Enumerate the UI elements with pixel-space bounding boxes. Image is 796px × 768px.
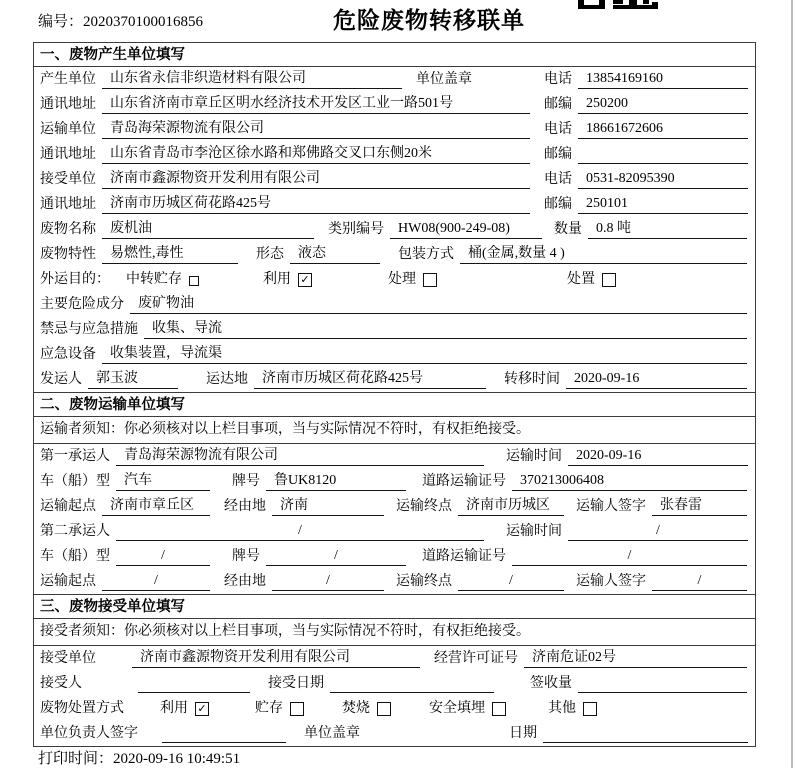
row-accept-unit bbox=[34, 646, 755, 671]
plate-1-value: 鲁UK8120 bbox=[266, 472, 406, 491]
transport-time-2-value: / bbox=[568, 522, 748, 541]
section-transporter bbox=[34, 392, 755, 594]
sign-date-value bbox=[543, 725, 748, 743]
disposal-burn-label: 焚烧 bbox=[342, 701, 370, 716]
transporter-zip-field bbox=[544, 146, 749, 164]
transport-time-1-label: 运输时间 bbox=[506, 449, 562, 464]
row-waste-name bbox=[34, 217, 755, 242]
sign-date-label: 日期 bbox=[509, 726, 537, 741]
carrier-sign-2-value: / bbox=[652, 572, 747, 591]
hazard-component-label: 主要危险成分 bbox=[40, 297, 124, 312]
producer-address-value: 山东省济南市章丘区明水经济技术开发区工业一路501号 bbox=[102, 95, 530, 114]
head-signature-label: 单位负责人签字 bbox=[40, 726, 138, 741]
row-vehicle-2 bbox=[34, 544, 755, 569]
emergency-equipment-label: 应急设备 bbox=[40, 347, 96, 362]
receiver-address-value: 济南市历城区荷花路425号 bbox=[102, 195, 530, 214]
manifest-form bbox=[33, 42, 756, 747]
checkbox-disposal-store bbox=[290, 702, 304, 716]
road-license-2-label: 道路运输证号 bbox=[422, 549, 506, 564]
transporter-phone-label: 电话 bbox=[544, 122, 572, 137]
taboo-measures-label: 禁忌与应急措施 bbox=[40, 322, 138, 337]
row-producer-unit bbox=[34, 67, 755, 92]
producer-phone-value: 13854169160 bbox=[578, 70, 748, 89]
section-transporter-title: 二、废物运输单位填写 bbox=[34, 393, 755, 417]
transporter-unit-label: 运输单位 bbox=[40, 122, 96, 137]
receiver-unit-label: 接受单位 bbox=[40, 172, 96, 187]
section-receiver bbox=[34, 594, 755, 746]
transport-time-2-label: 运输时间 bbox=[506, 524, 562, 539]
accept-date-sign-field bbox=[509, 725, 749, 743]
route-end-2-label: 运输终点 bbox=[396, 574, 452, 589]
emergency-equipment-value: 收集装置，导流渠 bbox=[102, 345, 747, 364]
row-transporter-address bbox=[34, 142, 755, 167]
receiver-notice: 接受者须知：你必须核对以上栏目事项，当与实际情况不符时，有权拒绝接受。 bbox=[34, 619, 755, 646]
shipper-value: 郭玉波 bbox=[88, 370, 178, 389]
checkbox-disposal-utilize: ✓ bbox=[195, 702, 209, 716]
receiver-phone-value: 0531-82095390 bbox=[578, 170, 748, 189]
row-shipper bbox=[34, 367, 755, 392]
doc-number-label: 编号： bbox=[38, 14, 84, 30]
treat-label: 处理 bbox=[388, 272, 416, 287]
producer-phone-field bbox=[544, 70, 749, 89]
disposal-method-label: 废物处置方式 bbox=[40, 701, 124, 716]
producer-address-label: 通讯地址 bbox=[40, 97, 96, 112]
row-second-carrier bbox=[34, 519, 755, 544]
row-transfer-purpose bbox=[34, 267, 755, 292]
checkbox-transit-storage bbox=[189, 276, 199, 286]
transfer-time-label: 转移时间 bbox=[504, 372, 560, 387]
row-route-1 bbox=[34, 494, 755, 519]
transporter-address-label: 通讯地址 bbox=[40, 147, 96, 162]
category-code-label: 类别编号 bbox=[328, 222, 384, 237]
road-license-1-label: 道路运输证号 bbox=[422, 474, 506, 489]
row-disposal-method bbox=[34, 696, 755, 721]
row-route-2 bbox=[34, 569, 755, 594]
utilize-label: 利用 bbox=[263, 272, 291, 287]
print-time-value: 2020-09-16 10:49:51 bbox=[113, 751, 241, 767]
permit-number-label: 经营许可证号 bbox=[434, 651, 518, 666]
accept-unit-label: 接受单位 bbox=[40, 651, 96, 666]
packing-label: 包装方式 bbox=[398, 247, 454, 262]
row-producer-address bbox=[34, 92, 755, 117]
carrier-sign-1-value: 张春雷 bbox=[652, 497, 747, 516]
accept-unit-value: 济南市鑫源物资开发利用有限公司 bbox=[132, 649, 420, 668]
qr-code-fragment bbox=[578, 0, 660, 9]
plate-2-value: / bbox=[266, 547, 406, 566]
checkbox-dispose bbox=[602, 273, 616, 287]
route-via-2-value: / bbox=[272, 572, 384, 591]
route-end-1-label: 运输终点 bbox=[396, 499, 452, 514]
physical-form-value: 液态 bbox=[290, 245, 380, 264]
checkbox-treat bbox=[423, 273, 437, 287]
quantity-label: 数量 bbox=[554, 222, 582, 237]
transporter-phone-value: 18661672606 bbox=[578, 120, 748, 139]
row-transporter-unit bbox=[34, 117, 755, 142]
waste-name-value: 废机油 bbox=[102, 220, 314, 239]
checkbox-disposal-other bbox=[583, 702, 597, 716]
disposal-landfill-label: 安全填埋 bbox=[429, 701, 485, 716]
dispose-label: 处置 bbox=[567, 272, 595, 287]
route-start-2-label: 运输起点 bbox=[40, 574, 96, 589]
packing-value: 桶(金属,数量 4 ) bbox=[460, 245, 747, 264]
taboo-measures-value: 收集、导流 bbox=[144, 320, 747, 339]
transport-time-1-field bbox=[506, 447, 749, 466]
physical-form-label: 形态 bbox=[256, 247, 284, 262]
vehicle-type-1-value: 汽车 bbox=[116, 472, 210, 491]
destination-value: 济南市历城区荷花路425号 bbox=[254, 370, 486, 389]
transport-time-1-value: 2020-09-16 bbox=[568, 447, 748, 466]
vehicle-type-1-label: 车（船）型 bbox=[40, 474, 110, 489]
transport-time-2-field bbox=[506, 522, 749, 541]
page-title: 危险废物转移联单 bbox=[333, 7, 525, 33]
page-edge-line bbox=[791, 0, 793, 768]
checkbox-utilize: ✓ bbox=[298, 273, 312, 287]
transporter-phone-field bbox=[544, 120, 749, 139]
received-qty-value bbox=[578, 675, 747, 693]
first-carrier-value: 青岛海荣源物流有限公司 bbox=[116, 447, 484, 466]
producer-phone-label: 电话 bbox=[544, 72, 572, 87]
head-signature-value bbox=[162, 725, 286, 743]
quantity-value: 0.8 吨 bbox=[588, 220, 747, 239]
print-time bbox=[38, 747, 240, 768]
transporter-unit-value: 青岛海荣源物流有限公司 bbox=[102, 120, 530, 139]
permit-number-value: 济南危证02号 bbox=[524, 649, 747, 668]
producer-zip-field bbox=[544, 95, 749, 114]
row-receiver-address bbox=[34, 192, 755, 217]
road-license-1-value: 370213006408 bbox=[512, 472, 747, 491]
disposal-other-label: 其他 bbox=[548, 701, 576, 716]
row-emergency-equipment bbox=[34, 342, 755, 367]
waste-character-label: 废物特性 bbox=[40, 247, 96, 262]
route-start-1-value: 济南市章丘区 bbox=[102, 497, 210, 516]
vehicle-type-2-value: / bbox=[116, 547, 210, 566]
second-carrier-label: 第二承运人 bbox=[40, 524, 110, 539]
row-taboo-measures bbox=[34, 317, 755, 342]
transfer-time-value: 2020-09-16 bbox=[566, 370, 747, 389]
row-first-carrier bbox=[34, 444, 755, 469]
carrier-sign-2-label: 运输人签字 bbox=[576, 574, 646, 589]
route-via-2-label: 经由地 bbox=[224, 574, 266, 589]
acceptor-label: 接受人 bbox=[40, 676, 82, 691]
checkbox-disposal-landfill bbox=[492, 702, 506, 716]
disposal-store-label: 贮存 bbox=[255, 701, 283, 716]
transfer-purpose-label: 外运目的： bbox=[40, 272, 110, 287]
transit-storage-label: 中转贮存 bbox=[126, 272, 182, 287]
destination-label: 运达地 bbox=[206, 372, 248, 387]
route-start-1-label: 运输起点 bbox=[40, 499, 96, 514]
accept-date-value bbox=[330, 675, 494, 693]
waste-character-value: 易燃性,毒性 bbox=[102, 245, 238, 264]
acceptor-value bbox=[138, 675, 250, 693]
receiver-zip-value: 250101 bbox=[578, 195, 748, 214]
receiver-phone-label: 电话 bbox=[544, 172, 572, 187]
carrier-sign-1-label: 运输人签字 bbox=[576, 499, 646, 514]
route-start-2-value: / bbox=[102, 572, 210, 591]
category-code-value: HW08(900-249-08) bbox=[390, 220, 542, 239]
row-receiver-unit bbox=[34, 167, 755, 192]
receiver-address-label: 通讯地址 bbox=[40, 197, 96, 212]
route-end-2-value: / bbox=[458, 572, 564, 591]
route-via-1-value: 济南 bbox=[272, 497, 384, 516]
section-receiver-title: 三、废物接受单位填写 bbox=[34, 595, 755, 619]
checkbox-disposal-burn bbox=[377, 702, 391, 716]
road-license-2-value: / bbox=[512, 547, 747, 566]
receiver-unit-value: 济南市鑫源物资开发利用有限公司 bbox=[102, 170, 530, 189]
doc-number bbox=[38, 10, 203, 31]
row-acceptor bbox=[34, 671, 755, 696]
section-producer bbox=[34, 43, 755, 392]
route-end-1-value: 济南市历城区 bbox=[458, 497, 564, 516]
producer-zip-value: 250200 bbox=[578, 95, 748, 114]
print-time-label: 打印时间： bbox=[38, 751, 114, 767]
receiver-zip-label: 邮编 bbox=[544, 197, 572, 212]
received-qty-label: 签收量 bbox=[530, 676, 572, 691]
waste-name-label: 废物名称 bbox=[40, 222, 96, 237]
row-head-signature bbox=[34, 721, 755, 746]
plate-2-label: 牌号 bbox=[232, 549, 260, 564]
unit-seal-label: 单位盖章 bbox=[416, 72, 472, 87]
producer-zip-label: 邮编 bbox=[544, 97, 572, 112]
first-carrier-label: 第一承运人 bbox=[40, 449, 110, 464]
second-carrier-value: / bbox=[116, 522, 484, 541]
accept-date-label: 接受日期 bbox=[268, 676, 324, 691]
hazard-component-value: 废矿物油 bbox=[130, 295, 747, 314]
row-waste-character bbox=[34, 242, 755, 267]
disposal-utilize-label: 利用 bbox=[160, 701, 188, 716]
unit-seal-2-label: 单位盖章 bbox=[304, 726, 360, 741]
doc-number-value: 2020370100016856 bbox=[83, 14, 204, 30]
section-producer-title: 一、废物产生单位填写 bbox=[34, 43, 755, 67]
receiver-zip-field bbox=[544, 195, 749, 214]
transporter-zip-label: 邮编 bbox=[544, 147, 572, 162]
producer-unit-value: 山东省永信非织造材料有限公司 bbox=[102, 70, 402, 89]
transporter-notice: 运输者须知：你必须核对以上栏目事项，当与实际情况不符时，有权拒绝接受。 bbox=[34, 417, 755, 444]
shipper-label: 发运人 bbox=[40, 372, 82, 387]
transporter-address-value: 山东省青岛市李沧区徐水路和郑佛路交叉口东侧20米 bbox=[102, 145, 530, 164]
plate-1-label: 牌号 bbox=[232, 474, 260, 489]
row-vehicle-1 bbox=[34, 469, 755, 494]
route-via-1-label: 经由地 bbox=[224, 499, 266, 514]
row-hazard-component bbox=[34, 292, 755, 317]
producer-unit-label: 产生单位 bbox=[40, 72, 96, 87]
receiver-phone-field bbox=[544, 170, 749, 189]
transporter-zip-value bbox=[578, 146, 748, 164]
vehicle-type-2-label: 车（船）型 bbox=[40, 549, 110, 564]
